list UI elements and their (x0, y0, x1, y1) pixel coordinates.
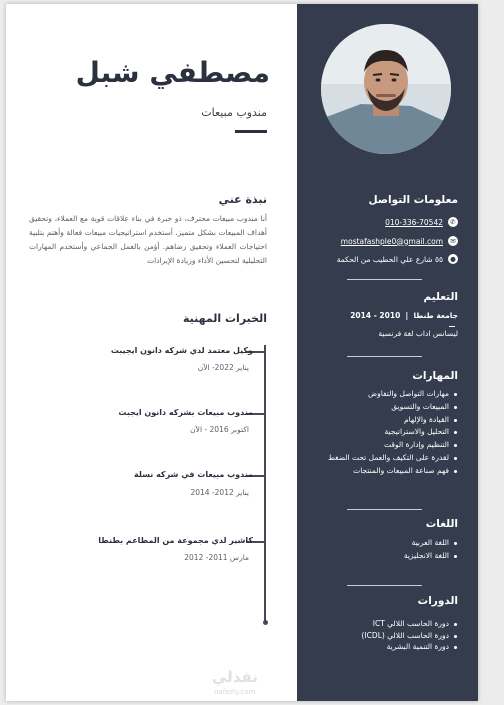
skill-item: التنظيم وإدارة الوقت (328, 439, 458, 452)
experience-date: مارس 2011- 2012 (184, 553, 249, 562)
address-text: ٥٥ شارع علي الحطيب من الحكمة (336, 254, 443, 264)
education-title: التعليم (423, 291, 458, 303)
skill-item: التحليل والاستراتيجية (328, 426, 458, 439)
course-item: دورة التنمية البشرية (362, 641, 458, 653)
courses-list (362, 618, 458, 653)
sidebar (297, 4, 478, 701)
courses-title: الدورات (417, 595, 458, 607)
contact-address (337, 254, 458, 264)
experience-date: يناير 2022- الآن (197, 363, 249, 372)
timeline-line (264, 345, 266, 623)
skill-item: لقدرة على التكيف والعمل تحت الضغط (328, 452, 458, 465)
resume-page (6, 4, 478, 701)
languages-divider (347, 585, 422, 586)
languages-list (404, 537, 458, 563)
about-title: نبذة عني (218, 193, 267, 206)
contact-title: معلومات التواصل (368, 194, 458, 206)
course-item: دورة الحاسب اللالي ICT (362, 618, 458, 630)
job-title: مندوب مبيعات (201, 106, 267, 119)
experience-date: يناير 2012- 2014 (190, 488, 249, 497)
email-icon: ✉ (448, 236, 458, 246)
education-divider (347, 356, 422, 357)
language-item: اللغة العربية (404, 537, 458, 550)
experience-title: الخبرات المهنية (182, 312, 267, 325)
watermark-logo: نفذلي (212, 668, 258, 686)
skill-item: المبيعات والتسويق (328, 401, 458, 414)
phone-number[interactable]: 010-336-70542 (385, 217, 443, 227)
about-text: أنا مندوب مبيعات محترف، ذو خبرة في بناء علاقات قوية مع العملاء، وتحقيق أهداف المبيعات بشكل متميز. أستخدم استراتيجيات مبيعات فعالة وأهتم بتلبية احتياجات العملاء وتحقيق رضاهم. أؤمن بالعمل الجماعي وأستخدم المهارات التحليلية لتحسين الأداء وزيادة الإيرادات (29, 214, 267, 265)
skill-item: فهم صناعة المبيعات والمنتجات (328, 465, 458, 478)
phone-icon: ✆ (448, 217, 458, 227)
profile-photo-image (321, 24, 451, 154)
email-address[interactable]: mostafashple0@gmail.com (340, 236, 443, 246)
skills-divider (347, 509, 422, 510)
skill-item: مهارات التواصل والتفاوض (328, 388, 458, 401)
education-school: جامعة طنطا | 2010 - 2014 (350, 311, 458, 320)
course-item: دورة الحاسب اللالي (ICDL) (362, 630, 458, 642)
timeline-end-dot (263, 620, 268, 625)
profile-photo (321, 24, 451, 154)
contact-phone[interactable] (385, 217, 458, 227)
experience-role: كاشير لدي مجموعة من المطاعم بطنطا (98, 536, 253, 545)
experience-date: اكتوبر 2016 - الآن (190, 425, 249, 434)
experience-role: مندوب مبيعات بشركه دانون ايجبت (118, 408, 253, 417)
experience-role: مندوب مبيعات في شركه نسلة (134, 470, 253, 479)
skills-list (328, 388, 458, 478)
education-degree: ليسانس اداب لغة فرنسية (378, 329, 458, 338)
language-item: اللغة الانجليزية (404, 550, 458, 563)
contact-divider (347, 279, 422, 280)
location-icon: ● (448, 254, 458, 264)
main-column (6, 4, 297, 701)
education-tick (449, 326, 455, 327)
skills-title: المهارات (412, 370, 458, 382)
name-underline (235, 130, 267, 133)
experience-role: وكيل معتمد لدي شركه دانون ايجيبت (110, 346, 253, 355)
contact-email[interactable] (341, 236, 458, 246)
skill-item: القيادة والإلهام (328, 414, 458, 427)
languages-title: اللغات (425, 518, 458, 530)
watermark-url: nafezly.com (214, 688, 256, 696)
full-name: مصطفي شبل (75, 56, 270, 89)
